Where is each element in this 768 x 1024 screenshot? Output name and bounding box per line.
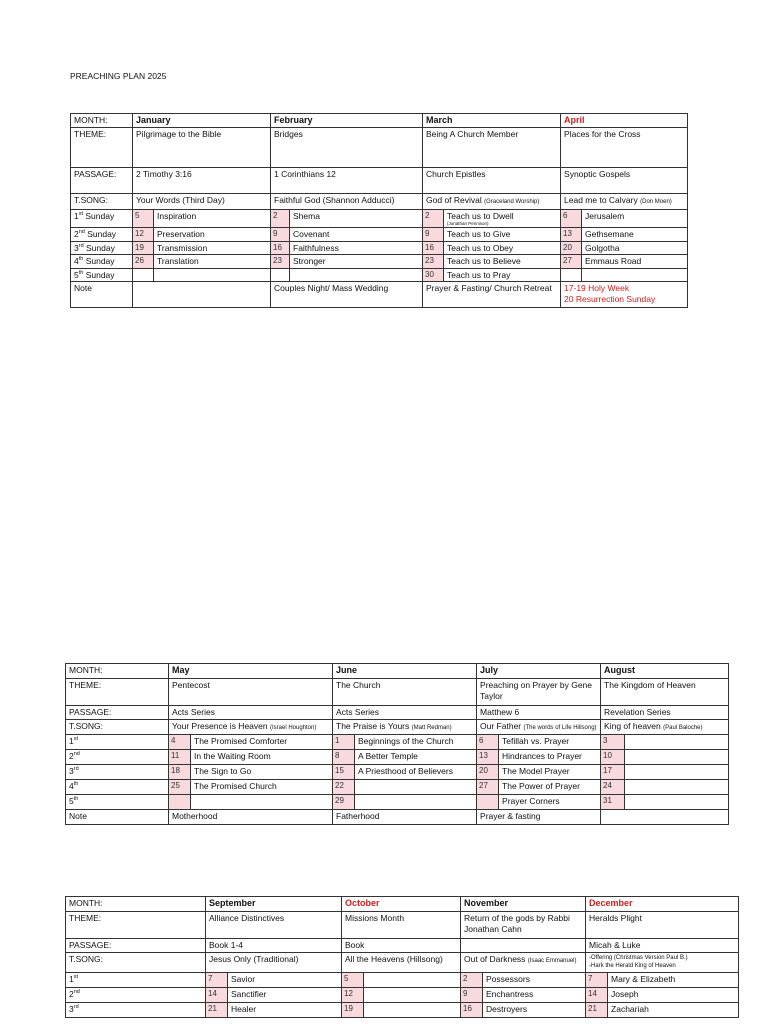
sermon-title: Prayer Corners: [499, 795, 601, 810]
sermon-title: Inspiration: [154, 209, 271, 228]
theme-cell: Alliance Distinctives: [206, 912, 342, 939]
sunday-row-2: [71, 228, 688, 242]
sermon-title: Zachariah: [608, 1002, 739, 1017]
month-july: July: [477, 664, 601, 679]
sermon-title: Mary & Elizabeth: [608, 972, 739, 987]
song-title: Lead me to Calvary: [564, 195, 638, 205]
sermon-title-text: Teach us to Dwell: [447, 210, 514, 221]
theme-cell: The Church: [333, 679, 477, 706]
month-october: October: [342, 897, 461, 912]
theme-song-cell: [561, 194, 688, 210]
month-december: December: [586, 897, 739, 912]
song-artist: (Israel Houghton): [269, 724, 317, 731]
sermon-title: Covenant: [290, 228, 423, 242]
sermon-title: [191, 795, 333, 810]
month-april: April: [561, 114, 688, 128]
note-label: Note: [71, 282, 133, 308]
date-cell: 6: [477, 735, 499, 750]
sermon-credit: (Jonathan Pennison): [447, 221, 489, 226]
month-label: MONTH:: [66, 664, 169, 679]
sunday-row-2: [66, 987, 739, 1002]
month-november: November: [461, 897, 586, 912]
note-cell: Prayer & Fasting/ Church Retreat: [423, 282, 561, 308]
note-cell: Motherhood: [169, 810, 333, 825]
theme-cell: Being A Church Member: [423, 128, 561, 168]
date-cell: 3: [601, 735, 625, 750]
sermon-title: A Priesthood of Believers: [355, 765, 477, 780]
sunday-label: 5th: [66, 795, 169, 810]
theme-label: THEME:: [71, 128, 133, 168]
sermon-title: Joseph: [608, 987, 739, 1002]
note-cell: [133, 282, 271, 308]
date-cell: 13: [561, 228, 582, 242]
sermon-title: [625, 765, 729, 780]
song-artist: (The words of Life Hillsong): [523, 724, 597, 731]
sunday-label: 3rd: [66, 765, 169, 780]
sermon-title: Faithfulness: [290, 241, 423, 255]
sermon-title: [582, 268, 688, 282]
date-cell: 20: [477, 765, 499, 780]
theme-song-cell: Your Words (Third Day): [133, 194, 271, 210]
song-title-2: -Hark the Herald King of Heaven: [589, 962, 676, 969]
theme-cell: Heralds Plight: [586, 912, 739, 939]
plan-table-q1: [70, 113, 688, 308]
theme-cell: Places for the Cross: [561, 128, 688, 168]
date-cell: 13: [477, 750, 499, 765]
month-row: [71, 114, 688, 128]
date-cell: 19: [133, 241, 154, 255]
passage-cell: 2 Timothy 3:16: [133, 168, 271, 194]
note-cell: Couples Night/ Mass Wedding: [271, 282, 423, 308]
sermon-title: [290, 268, 423, 282]
sermon-title: [154, 268, 271, 282]
sermon-title: [625, 795, 729, 810]
note-resurrection: 20 Resurrection Sunday: [564, 293, 656, 304]
sermon-title: Translation: [154, 255, 271, 269]
sermon-title: [625, 780, 729, 795]
sermon-title: [355, 795, 477, 810]
sermon-title: Enchantress: [483, 987, 586, 1002]
sermon-title: Teach us to Give: [444, 228, 561, 242]
passage-label: PASSAGE:: [66, 939, 206, 953]
sunday-row-5: [66, 795, 729, 810]
date-cell: 17: [601, 765, 625, 780]
sunday-label: 3rd Sunday: [71, 241, 133, 255]
sermon-title: The Promised Comforter: [191, 735, 333, 750]
theme-row: [66, 912, 739, 939]
passage-cell: Acts Series: [169, 706, 333, 720]
date-cell: 11: [169, 750, 191, 765]
month-september: September: [206, 897, 342, 912]
sermon-title: In the Waiting Room: [191, 750, 333, 765]
sermon-title: The Power of Prayer: [499, 780, 601, 795]
song-artist: (Isaac Emmanuel): [527, 957, 577, 964]
sermon-title: [625, 750, 729, 765]
date-cell: 12: [342, 987, 364, 1002]
sunday-row-1: [66, 735, 729, 750]
date-cell: 2: [461, 972, 483, 987]
sunday-label: 1st: [66, 735, 169, 750]
document-title: PREACHING PLAN 2025: [70, 71, 167, 81]
passage-cell: 1 Corinthians 12: [271, 168, 423, 194]
note-cell: Prayer & fasting: [477, 810, 601, 825]
date-cell: [477, 795, 499, 810]
date-cell: 21: [206, 1002, 228, 1017]
passage-cell: [461, 939, 586, 953]
song-artist: (Don Moen): [640, 199, 672, 205]
date-cell: 15: [333, 765, 355, 780]
sunday-label: 5th Sunday: [71, 268, 133, 282]
song-title: -Offering (Christmas Version Paul B.): [589, 954, 688, 961]
passage-cell: Revelation Series: [601, 706, 729, 720]
month-label: MONTH:: [66, 897, 206, 912]
song-title: Out of Darkness: [464, 953, 526, 964]
date-cell: 9: [271, 228, 290, 242]
date-cell: 6: [561, 209, 582, 228]
theme-cell: Pilgrimage to the Bible: [133, 128, 271, 168]
date-cell: 21: [586, 1002, 608, 1017]
date-cell: 2: [271, 209, 290, 228]
theme-song-cell: [477, 719, 601, 735]
sermon-title: The Sign to Go: [191, 765, 333, 780]
sunday-label: 1st Sunday: [71, 209, 133, 228]
passage-row: [66, 706, 729, 720]
passage-row: [66, 939, 739, 953]
song-artist: (Matt Redman): [411, 724, 452, 731]
date-cell: 20: [561, 241, 582, 255]
month-june: June: [333, 664, 477, 679]
sunday-label: 1st: [66, 972, 206, 987]
date-cell: [271, 268, 290, 282]
passage-cell: Matthew 6: [477, 706, 601, 720]
date-cell: 25: [169, 780, 191, 795]
sermon-title: Sanctifier: [228, 987, 342, 1002]
sermon-title: Hindrances to Prayer: [499, 750, 601, 765]
date-cell: 27: [561, 255, 582, 269]
month-row: [66, 664, 729, 679]
passage-label: PASSAGE:: [71, 168, 133, 194]
date-cell: [561, 268, 582, 282]
theme-song-cell: Jesus Only (Traditional): [206, 952, 342, 972]
date-cell: 22: [333, 780, 355, 795]
date-cell: 16: [461, 1002, 483, 1017]
date-cell: 14: [586, 987, 608, 1002]
sermon-title: [355, 780, 477, 795]
song-title: The Praise is Yours: [336, 720, 410, 731]
theme-cell: Pentecost: [169, 679, 333, 706]
theme-cell: The Kingdom of Heaven: [601, 679, 729, 706]
sunday-label: 2nd: [66, 750, 169, 765]
note-cell: [601, 810, 729, 825]
sunday-row-3: [66, 1002, 739, 1017]
sermon-title: [364, 972, 461, 987]
sermon-title: Destroyers: [483, 1002, 586, 1017]
theme-song-row: [71, 194, 688, 210]
date-cell: 27: [477, 780, 499, 795]
song-title: Our Father: [480, 720, 522, 731]
passage-row: [71, 168, 688, 194]
theme-song-row: [66, 952, 739, 972]
passage-cell: Synoptic Gospels: [561, 168, 688, 194]
sermon-title: [444, 209, 561, 228]
date-cell: 9: [461, 987, 483, 1002]
month-row: [66, 897, 739, 912]
plan-table-q3: [65, 896, 739, 1018]
note-cell: [561, 282, 688, 308]
sermon-title: Transmission: [154, 241, 271, 255]
sunday-label: 4th Sunday: [71, 255, 133, 269]
date-cell: 16: [271, 241, 290, 255]
passage-cell: Book: [342, 939, 461, 953]
date-cell: 7: [206, 972, 228, 987]
sunday-row-5: [71, 268, 688, 282]
theme-song-cell: All the Heavens (Hillsong): [342, 952, 461, 972]
sermon-title: The Model Prayer: [499, 765, 601, 780]
date-cell: [169, 795, 191, 810]
theme-row: [71, 128, 688, 168]
theme-song-cell: [333, 719, 477, 735]
note-cell: Fatherhood: [333, 810, 477, 825]
sunday-row-4: [71, 255, 688, 269]
sermon-title: Teach us to Pray: [444, 268, 561, 282]
sermon-title: Healer: [228, 1002, 342, 1017]
sermon-title: Beginnings of the Church: [355, 735, 477, 750]
passage-label: PASSAGE:: [66, 706, 169, 720]
date-cell: 5: [342, 972, 364, 987]
passage-cell: Acts Series: [333, 706, 477, 720]
sunday-row-1: [71, 209, 688, 228]
note-row: [71, 282, 688, 308]
theme-song-label: T.SONG:: [66, 952, 206, 972]
theme-song-label: T.SONG:: [66, 719, 169, 735]
sermon-title: The Promised Church: [191, 780, 333, 795]
date-cell: 12: [133, 228, 154, 242]
theme-song-cell: Faithful God (Shannon Adducci): [271, 194, 423, 210]
theme-label: THEME:: [66, 679, 169, 706]
sermon-title: Shema: [290, 209, 423, 228]
theme-cell: Preaching on Prayer by Gene Taylor: [477, 679, 601, 706]
date-cell: 29: [333, 795, 355, 810]
sermon-title: Teach us to Believe: [444, 255, 561, 269]
theme-song-cell: [169, 719, 333, 735]
sermon-title: A Better Temple: [355, 750, 477, 765]
sermon-title: Golgotha: [582, 241, 688, 255]
theme-song-cell: [423, 194, 561, 210]
theme-song-row: [66, 719, 729, 735]
sermon-title: [364, 1002, 461, 1017]
plan-table-q2: [65, 663, 729, 825]
theme-song-cell: [461, 952, 586, 972]
sermon-title: Jerusalem: [582, 209, 688, 228]
song-artist: (Paul Baloche): [663, 724, 703, 731]
sermon-title: Possessors: [483, 972, 586, 987]
date-cell: 10: [601, 750, 625, 765]
sunday-row-3: [71, 241, 688, 255]
theme-label: THEME:: [66, 912, 206, 939]
song-title: King of heaven: [604, 720, 661, 731]
note-holy-week: 17-19 Holy Week: [564, 283, 630, 293]
sunday-row-4: [66, 780, 729, 795]
date-cell: 4: [169, 735, 191, 750]
sermon-title: [625, 735, 729, 750]
month-may: May: [169, 664, 333, 679]
sunday-label: 2nd Sunday: [71, 228, 133, 242]
song-artist: (Graceland Worship): [484, 199, 540, 205]
song-title: God of Revival: [426, 195, 482, 205]
theme-row: [66, 679, 729, 706]
theme-song-cell: [586, 952, 739, 972]
theme-song-label: T.SONG:: [71, 194, 133, 210]
song-title: Your Presence is Heaven: [172, 720, 268, 731]
sermon-title: Emmaus Road: [582, 255, 688, 269]
date-cell: 5: [133, 209, 154, 228]
date-cell: 26: [133, 255, 154, 269]
date-cell: 23: [271, 255, 290, 269]
date-cell: 2: [423, 209, 444, 228]
note-row: [66, 810, 729, 825]
sermon-title: Tefillah vs. Prayer: [499, 735, 601, 750]
date-cell: 9: [423, 228, 444, 242]
date-cell: [133, 268, 154, 282]
date-cell: 23: [423, 255, 444, 269]
passage-cell: Book 1-4: [206, 939, 342, 953]
theme-cell: Missions Month: [342, 912, 461, 939]
sunday-label: 4th: [66, 780, 169, 795]
date-cell: 19: [342, 1002, 364, 1017]
date-cell: 31: [601, 795, 625, 810]
sermon-title: [364, 987, 461, 1002]
passage-cell: Micah & Luke: [586, 939, 739, 953]
date-cell: 14: [206, 987, 228, 1002]
date-cell: 18: [169, 765, 191, 780]
sermon-title: Teach us to Obey: [444, 241, 561, 255]
sunday-row-2: [66, 750, 729, 765]
theme-cell: Return of the gods by Rabbi Jonathan Cahn: [461, 912, 586, 939]
month-february: February: [271, 114, 423, 128]
sermon-title: Gethsemane: [582, 228, 688, 242]
date-cell: 30: [423, 268, 444, 282]
sunday-row-3: [66, 765, 729, 780]
sermon-title: Stronger: [290, 255, 423, 269]
month-august: August: [601, 664, 729, 679]
date-cell: 16: [423, 241, 444, 255]
month-march: March: [423, 114, 561, 128]
sermon-title: Savior: [228, 972, 342, 987]
sunday-label: 2nd: [66, 987, 206, 1002]
sermon-title: Preservation: [154, 228, 271, 242]
month-label: MONTH:: [71, 114, 133, 128]
theme-cell: Bridges: [271, 128, 423, 168]
note-label: Note: [66, 810, 169, 825]
theme-song-cell: [601, 719, 729, 735]
date-cell: 7: [586, 972, 608, 987]
sunday-label: 3rd: [66, 1002, 206, 1017]
date-cell: 8: [333, 750, 355, 765]
date-cell: 1: [333, 735, 355, 750]
date-cell: 24: [601, 780, 625, 795]
month-january: January: [133, 114, 271, 128]
sunday-row-1: [66, 972, 739, 987]
passage-cell: Church Epistles: [423, 168, 561, 194]
